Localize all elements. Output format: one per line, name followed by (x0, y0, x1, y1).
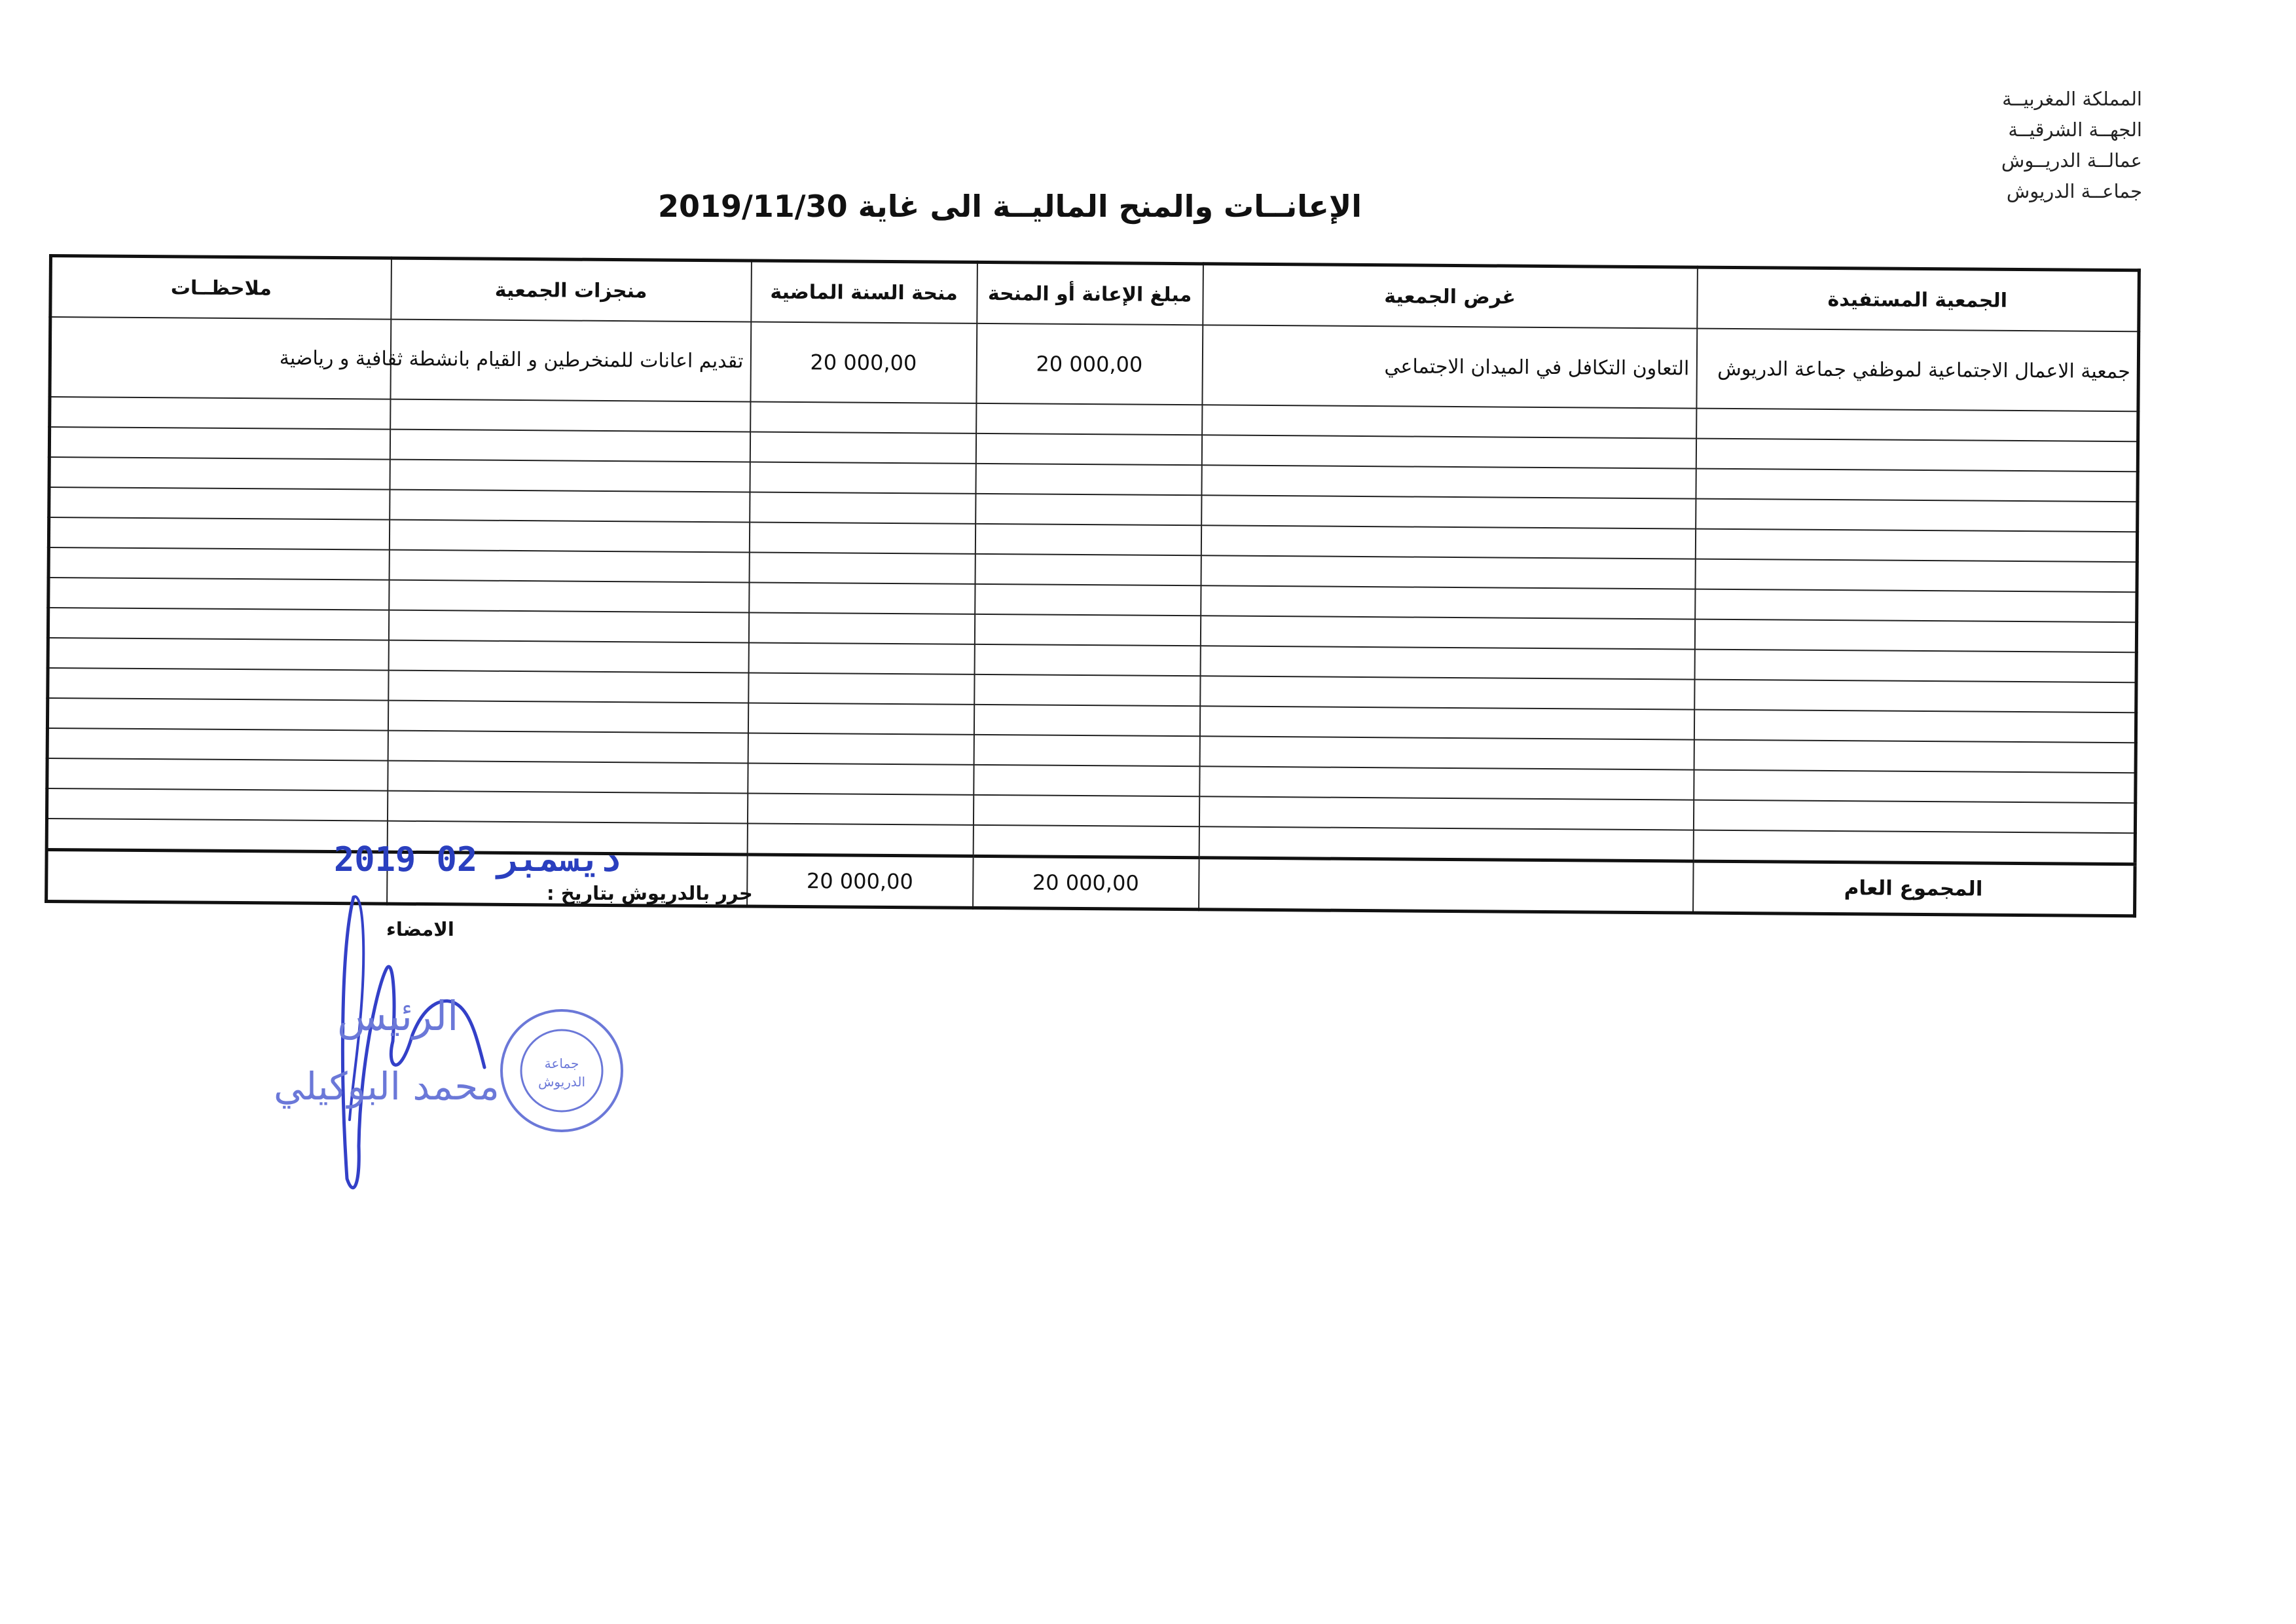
header-line-region: الجهــة الشرقيــة (2008, 119, 2142, 141)
col-header-purpose: غرض الجمعية (1203, 264, 1698, 329)
cell-amount: 20 000,00 (976, 323, 1203, 405)
cell-achievements: تقديم اعانات للمنخرطين و القيام بانشطة ثقافية و رياضية (390, 320, 751, 402)
total-label: المجموع العام (1693, 861, 2136, 916)
president-name: محمد البوكيلي (274, 1064, 500, 1109)
col-header-achievements: منجزات الجمعية (391, 258, 752, 322)
document-title: الإعانــات والمنح الماليــة الى غاية 2019/11/30 (657, 189, 1362, 224)
header-line-province: عمالــة الدريــوش (2001, 149, 2142, 172)
president-title: الرئيس (337, 992, 459, 1040)
grants-table (45, 254, 2141, 917)
seal-text: الدريوش (538, 1074, 586, 1090)
col-header-beneficiary: الجمعية المستفيدة (1697, 267, 2140, 331)
official-seal (496, 1005, 627, 1136)
col-header-amount: مبلغ الإعانة أو المنحة (977, 262, 1203, 325)
signature-label: الامضاء (386, 918, 454, 940)
col-header-notes: ملاحظــات (50, 256, 392, 320)
header-line-commune: جماعــة الدريوش (2006, 180, 2142, 202)
col-header-previous-year: منحة السنة الماضية (751, 261, 977, 323)
cell-beneficiary: جمعية الاعمال الاجتماعية لموظفي جماعة الدريوش (1696, 329, 2139, 412)
total-previous-year: 20 000,00 (747, 855, 974, 908)
header-authority-block (1867, 84, 2142, 207)
signed-at-label: حرر بالدريوش بتاريخ : (547, 882, 753, 904)
table-row (50, 317, 2139, 411)
header-line-kingdom: المملكة المغربيــة (2002, 88, 2142, 110)
cell-purpose: التعاون التكافل في الميدان الاجتماعي (1202, 325, 1697, 408)
total-amount: 20 000,00 (973, 856, 1199, 909)
seal-text: جماعة (544, 1056, 579, 1071)
date-stamp: 2019 ديسمبر 02 (334, 840, 621, 879)
total-purpose-cell (1199, 858, 1694, 913)
cell-previous-year: 20 000,00 (750, 322, 977, 403)
